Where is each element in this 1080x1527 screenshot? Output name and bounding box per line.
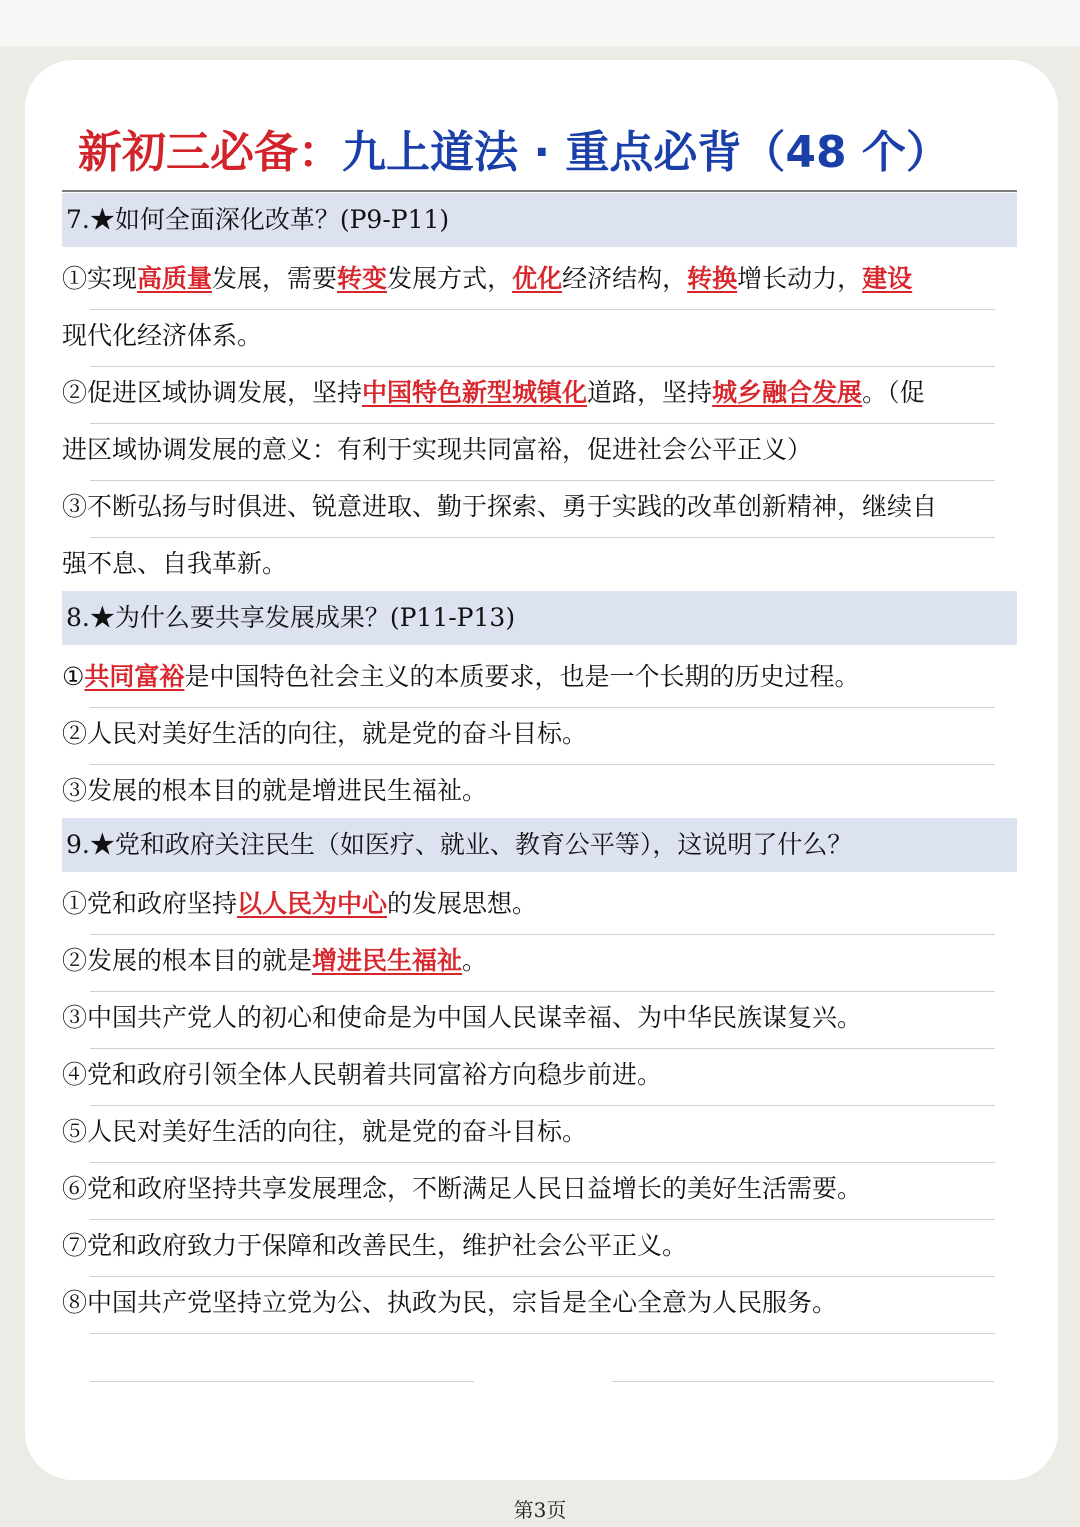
answer-text: ⑥党和政府坚持共享发展理念，不断满足人民日益增长的美好生活需要。 [62,1174,863,1203]
answer-text: ②促进区域协调发展，坚持 [62,378,363,407]
answer-line [62,654,1017,711]
answer-text: 。 [462,946,488,975]
key-term-highlight: 共同富裕 [84,662,185,691]
answer-text: 是中国特色社会主义的本质要求，也是一个长期的历史过程。 [184,662,860,691]
answer-text: ⑤人民对美好生活的向往，就是党的奋斗目标。 [62,1117,588,1146]
key-term-highlight: 中国特色新型城镇化 [362,378,588,407]
answer-line [62,427,1017,484]
answer-line [62,484,1017,541]
blank-rule-right [612,1381,994,1382]
answer-line [62,768,1017,825]
answer-text: 的发展思想。 [387,889,538,918]
page-number: 第3页 [513,1498,567,1522]
answer-text: ① [62,662,85,691]
answer-line [62,370,1017,427]
question-heading: 9.★党和政府关注民生（如医疗、就业、教育公平等），这说明了什么？ [62,818,1017,872]
question-heading: 8.★为什么要共享发展成果？(P11-P13) [62,591,1017,645]
answer-line [62,256,1017,313]
answer-line [62,881,1017,938]
answer-text: ⑦党和政府致力于保障和改善民生，维护社会公平正义。 [62,1231,688,1260]
key-term-highlight: 城乡融合发展 [712,378,863,407]
answer-line [62,1052,1017,1109]
answer-text: 现代化经济体系。 [62,321,263,350]
answer-text: ④党和政府引领全体人民朝着共同富裕方向稳步前进。 [62,1060,663,1089]
page-top-band [0,0,1080,46]
key-term-highlight: 转换 [687,264,738,293]
answer-text: ①实现 [62,264,138,293]
answer-text: 道路，坚持 [587,378,713,407]
answer-line [62,995,1017,1052]
title-red-part: 新初三必备： [78,127,342,178]
answer-text: 。（促 [862,378,925,407]
answer-text: 发展方式， [387,264,513,293]
answer-line [62,1280,1017,1337]
question-heading: 7.★如何全面深化改革？(P9-P11) [62,193,1017,247]
answer-line [62,1223,1017,1280]
answer-line [62,541,1017,598]
answer-text: ③中国共产党人的初心和使命是为中国人民谋幸福、为中华民族谋复兴。 [62,1003,863,1032]
answer-line [62,711,1017,768]
answer-text: ②人民对美好生活的向往，就是党的奋斗目标。 [62,719,588,748]
title-blue-part: 九上道法 · 重点必背（48 个） [342,127,950,178]
answer-line [62,313,1017,370]
page-title [78,118,1008,188]
answer-text: 经济结构， [562,264,688,293]
answer-line [62,938,1017,995]
answer-text: 进区域协调发展的意义：有利于实现共同富裕，促进社会公平正义） [62,435,813,464]
answer-text: ③不断弘扬与时俱进、锐意进取、勤于探索、勇于实践的改革创新精神，继续自 [62,492,938,521]
answer-text: ③发展的根本目的就是增进民生福祉。 [62,776,488,805]
blank-rule-left [90,1381,474,1382]
key-term-highlight: 增进民生福祉 [312,946,463,975]
key-term-highlight: 高质量 [137,264,213,293]
answer-text: 发展，需要 [212,264,338,293]
title-divider [62,190,1017,192]
answer-line [62,1166,1017,1223]
answer-text: ⑧中国共产党坚持立党为公、执政为民，宗旨是全心全意为人民服务。 [62,1288,838,1317]
answer-text: 增长动力， [737,264,863,293]
key-term-highlight: 转变 [337,264,388,293]
key-term-highlight: 建设 [862,264,913,293]
answer-text: ①党和政府坚持 [62,889,238,918]
answer-text: ②发展的根本目的就是 [62,946,313,975]
answer-text: 强不息、自我革新。 [62,549,288,578]
key-term-highlight: 以人民为中心 [237,889,388,918]
key-term-highlight: 优化 [512,264,563,293]
answer-line [62,1109,1017,1166]
